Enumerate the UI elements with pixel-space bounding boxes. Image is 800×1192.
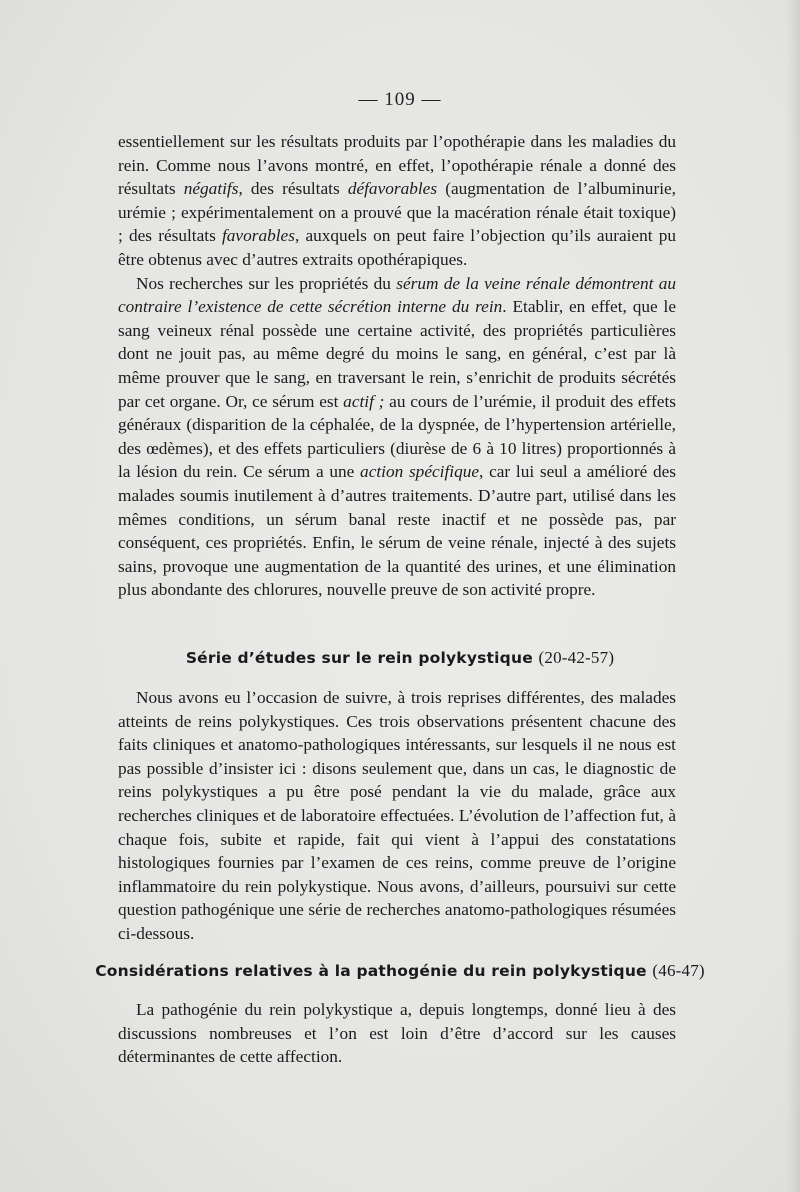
paragraph-observations: Nous avons eu l’occasion de suivre, à trois reprises différentes, des malades atteints de reins polykystiques. Ces trois observations présentent chacune des faits cliniques et anatomo-pathologiques intéressants, sur lesquels il ne nous est pas possible d’insister ici : disons seulement que, dans un cas, le diagnostic de reins polykystiques a pu être posé pendant la vie du malade, grâce aux recherches cliniques et de laboratoire effectuées. L’évolution de l’affection fut, à chaque fois, subite et rapide, fait qui vient à l’appui des constatations histologiques fournies par l’examen de ces reins, comme preuve de l’origine inflammatoire du rein polykystique. Nous avons, d’ailleurs, poursuivi sur cette question pathogénique une série de recherches anatomo-pathologiques résumées ci-dessous. <box>118 688 676 943</box>
paragraph-opotherapie-results <box>118 130 676 272</box>
paragraph-serum-veine-renale <box>118 272 676 602</box>
text-run: . Etablir, en effet, que le sang veineux rénal possède une certaine activité, des propriétés particulières dont ne jouit pas, au même degré du moins le sang, en général, c’est par là même prouver que le sang, en traversant le rein, s’enrichit de produits sécrétés par cet organe. Or, ce sérum est <box>118 297 676 411</box>
section-pathogenie <box>118 998 676 1069</box>
italic-text-run: actif ; <box>343 391 385 411</box>
text-run: essentiellement sur les résultats produits par l’opothérapie dans les maladies du rein. Comme nous l’avons montré, en effet, l’opothérapie rénale a donné des résultats <box>118 132 676 199</box>
text-run: Nos recherches sur les propriétés du <box>136 273 397 293</box>
section-rein-polykystique <box>118 686 676 946</box>
italic-text-run: favorables <box>221 226 295 246</box>
text-run: , car lui seul a amélioré des malades soumis inutilement à d’autres traitements. D’autre part, utilisé dans les mêmes conditions, un sérum banal reste inactif et ne possède pas, par conséquent, ces propriétés. Enfin, le sérum de veine rénale, injecté à des sujets sains, provoque une augmentation de la quantité des urines, et une élimination plus abondante des chlorures, nouvelle preuve de son activité propre. <box>118 462 677 600</box>
page-edge-shadow <box>786 0 800 1192</box>
section-opotherapie <box>118 130 676 602</box>
heading-title: Considérations relatives à la pathogénie du rein polykystique <box>95 962 647 980</box>
paragraph-pathogenie: La pathogénie du rein polykystique a, depuis longtemps, donné lieu à des discussions nombreuses et l’on est loin d’être d’accord sur les causes déterminantes de cette affection. <box>118 1000 676 1067</box>
text-run: au cours de l’urémie, il produit des effets généraux (disparition de la céphalée, de la dyspnée, de l’hypertension artérielle, des œdèmes), et des effets particuliers (diurèse de 6 à 10 litres) proportionnés à la lésion du rein. Ce sérum a une <box>118 391 676 482</box>
text-run: , auxquels on peut faire l’objection qu’ils auraient pu être obtenus avec d’autres extraits opothérapiques. <box>118 226 677 269</box>
italic-text-run: négatifs <box>183 179 239 199</box>
text-run: (augmentation de l’albuminurie, urémie ; expérimentalement on a prouvé que la macération rénale était toxique) ; des résultats <box>118 179 676 246</box>
heading-references: (46-47) <box>652 961 705 980</box>
section-heading-pathogenie <box>0 961 800 981</box>
italic-text-run: défavorables <box>347 179 438 199</box>
italic-text-run: action spécifique <box>360 462 480 482</box>
heading-title: Série d’études sur le rein polykystique <box>185 649 533 667</box>
section-heading-rein-polykystique <box>0 648 800 668</box>
italic-text-run: sérum de la veine rénale démontrent au contraire l’existence de cette sécrétion interne du rein <box>118 273 676 317</box>
heading-references: (20-42-57) <box>538 648 615 667</box>
text-run: , des résultats <box>238 179 348 199</box>
page-number: — 109 — <box>358 89 442 110</box>
